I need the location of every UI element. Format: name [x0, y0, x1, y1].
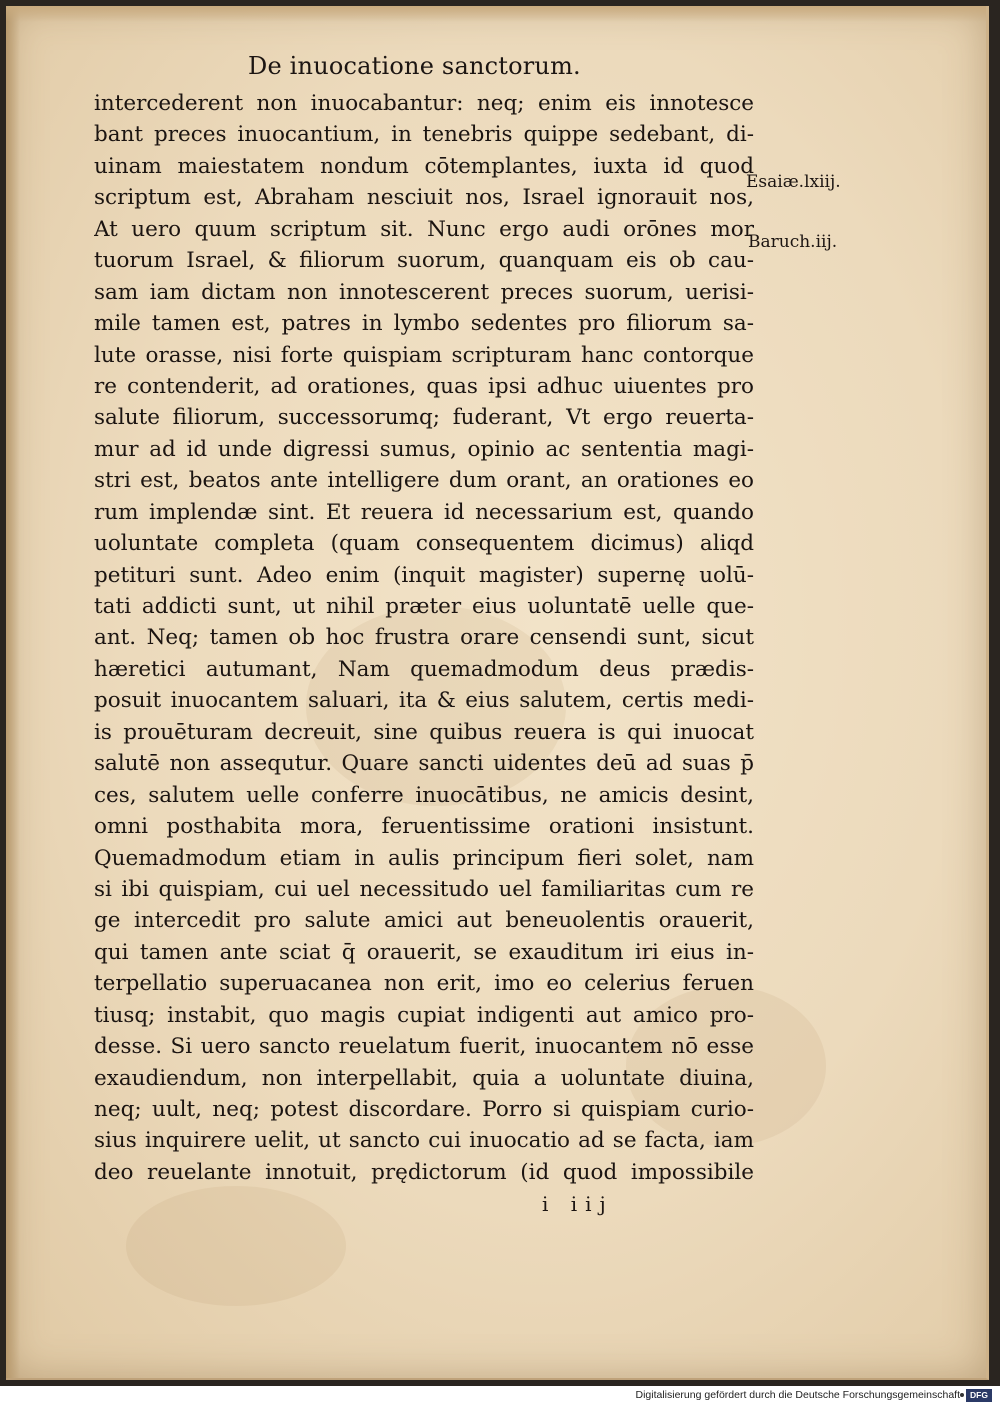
text-line: qui tamen ante sciat q̄ orauerit, se exauditum iri eius in- [94, 939, 754, 965]
text-line: ces, salutem uelle conferre inuocātibus, ne amicis desint, [94, 782, 754, 808]
text-line: bant preces inuocantium, in tenebris quippe sedebant, di- [94, 122, 754, 148]
body-text [94, 88, 754, 1188]
text-line: At uero quum scriptum sit. Nunc ergo audi orōnes mor [94, 216, 754, 242]
text-line: sius inquirere uelit, ut sancto cui inuocatio ad se facta, iam [94, 1128, 754, 1154]
funding-credit: Digitalisierung gefördert durch die Deutsche Forschungsgemeinschaft [635, 1389, 960, 1401]
text-line: mile tamen est, patres in lymbo sedentes pro filiorum sa- [94, 311, 754, 337]
text-line: tuorum Israel, & filiorum suorum, quanquam eis ob cau- [94, 248, 754, 274]
text-line: lute orasse, nisi forte quispiam scripturam hanc contorque [94, 342, 754, 368]
text-line: ge intercedit pro salute amici aut beneuolentis orauerit, [94, 908, 754, 934]
page-top-edge [6, 6, 986, 22]
text-line: tati addicti sunt, ut nihil præter eius uoluntatē uelle que- [94, 594, 754, 619]
separator-dot-icon [960, 1393, 964, 1397]
text-line: rum implendæ sint. Et reuera id necessarium est, quando [94, 499, 754, 525]
text-line: intercederent non inuocabantur: neq; enim eis innotesce [94, 91, 754, 116]
text-line: uinam maiestatem nondum cōtemplantes, iuxta id quod [94, 153, 754, 179]
margin-note-esaiae: Esaiæ.lxiij. [746, 172, 841, 192]
text-line: tiusq; instabit, quo magis cupiat indigenti aut amico pro- [94, 1002, 754, 1028]
text-line: exaudiendum, non interpellabit, quia a uoluntate diuina, [94, 1065, 754, 1091]
footer-bar [0, 1386, 1000, 1406]
text-line: is prouēturam decreuit, sine quibus reuera is qui inuocat [94, 719, 754, 745]
text-line: terpellatio superuacanea non erit, imo eo celerius feruen [94, 971, 754, 997]
text-line: petituri sunt. Adeo enim (inquit magister) supernę uolū- [94, 562, 754, 588]
text-line: desse. Si uero sancto reuelatum fuerit, inuocantem nō esse [94, 1034, 754, 1060]
text-line: sam iam dictam non innotescerent preces suorum, uerisi- [94, 279, 754, 305]
text-line: scriptum est, Abraham nesciuit nos, Israel ignorauit nos, [94, 185, 754, 211]
text-line: mur ad id unde digressi sumus, opinio ac sententia magi- [94, 436, 754, 462]
text-line: re contenderit, ad orationes, quas ipsi adhuc uiuentes pro [94, 373, 754, 399]
text-line: ant. Neq; tamen ob hoc frustra orare censendi sunt, sicut [94, 625, 754, 651]
text-line: omni posthabita mora, feruentissime orationi insistunt. [94, 814, 754, 840]
paper-stain [126, 1186, 346, 1306]
text-line: salutē non assequtur. Quare sancti uidentes deū ad suas p̄ [94, 751, 754, 777]
margin-note-baruch: Baruch.iij. [748, 232, 838, 252]
page-gutter-shadow [6, 6, 20, 1378]
text-line: stri est, beatos ante intelligere dum orant, an orationes eo [94, 468, 754, 494]
text-line: neq; uult, neq; potest discordare. Porro si quispiam curio- [94, 1097, 754, 1122]
signature-mark: i iij [542, 1192, 614, 1216]
text-line: si ibi quispiam, cui uel necessitudo uel familiaritas cum re [94, 876, 754, 902]
text-line: hæretici autumant, Nam quemadmodum deus prædis- [94, 656, 754, 682]
text-line: deo reuelante innotuit, prędictorum (id quod impossibile [94, 1159, 754, 1185]
text-line: Quemadmodum etiam in aulis principum fieri solet, nam [94, 845, 754, 871]
text-line: posuit inuocantem saluari, ita & eius salutem, certis medi- [94, 688, 754, 714]
text-line: salute filiorum, successorumq; fuderant, Vt ergo reuerta- [94, 405, 754, 431]
text-line: uoluntate completa (quam consequentem dicimus) aliqd [94, 531, 754, 557]
running-head: De inuocatione sanctorum. [248, 52, 581, 80]
dfg-logo: DFG [966, 1389, 992, 1402]
